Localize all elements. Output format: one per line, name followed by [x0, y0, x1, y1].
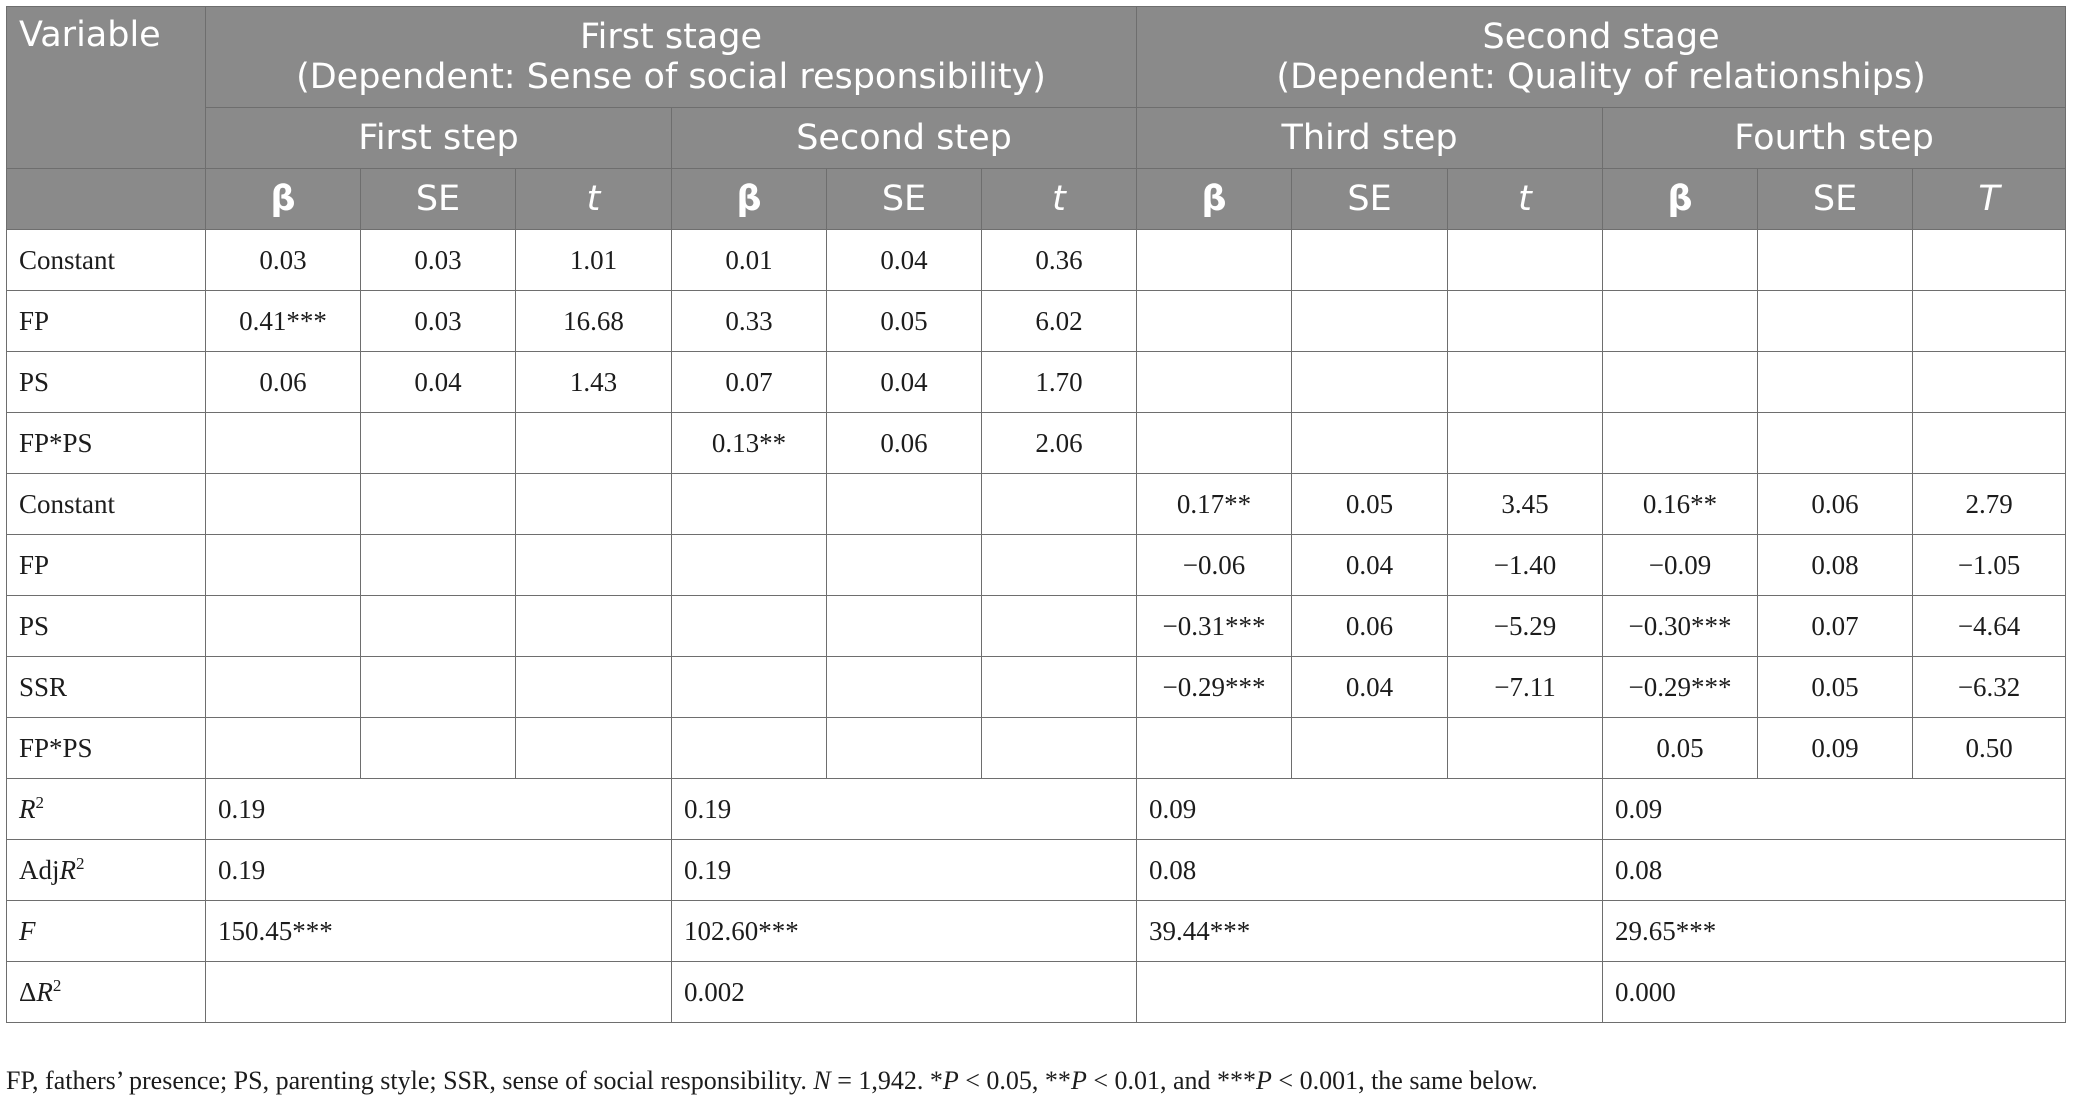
footnote-p-symbol: P: [1070, 1066, 1087, 1095]
se-header: SE: [827, 169, 982, 230]
first-stage-title: First stage: [580, 17, 762, 57]
header-row-coefficients: [7, 169, 2066, 230]
table-cell: [516, 718, 672, 779]
table-cell: [1448, 413, 1603, 474]
table-cell: [516, 413, 672, 474]
table-cell: [1448, 718, 1603, 779]
table-cell: [1292, 718, 1448, 779]
stat-label: [7, 901, 206, 962]
header-row-steps: [7, 108, 2066, 169]
table-cell: −4.64: [1913, 596, 2066, 657]
table-row: [7, 657, 2066, 718]
row-label: SSR: [7, 657, 206, 718]
table-row: [7, 230, 2066, 291]
table-cell: 3.45: [1448, 474, 1603, 535]
table-cell: −1.40: [1448, 535, 1603, 596]
table-cell: [206, 535, 361, 596]
stat-label-superscript: 2: [52, 975, 62, 995]
se-header: SE: [361, 169, 516, 230]
stat-value: 0.09: [1603, 779, 2066, 840]
t-header: T: [1913, 169, 2066, 230]
table-cell: [982, 535, 1137, 596]
table-cell: −0.09: [1603, 535, 1758, 596]
table-row: [7, 352, 2066, 413]
table-cell: [1603, 230, 1758, 291]
stat-value: [1137, 962, 1603, 1023]
step-header: Third step: [1137, 108, 1603, 169]
table-cell: 0.07: [1758, 596, 1913, 657]
table-cell: [1758, 413, 1913, 474]
table-cell: 0.16**: [1603, 474, 1758, 535]
table-cell: [361, 657, 516, 718]
table-cell: −6.32: [1913, 657, 2066, 718]
table-cell: [1137, 291, 1292, 352]
table-cell: 0.05: [1603, 718, 1758, 779]
table-cell: 0.03: [361, 230, 516, 291]
table-cell: 0.04: [1292, 657, 1448, 718]
table-cell: [1758, 230, 1913, 291]
stat-label-symbol: R: [36, 976, 53, 1007]
stat-value: 0.002: [672, 962, 1137, 1023]
table-cell: [1292, 352, 1448, 413]
table-cell: 0.03: [206, 230, 361, 291]
table-cell: 0.06: [1758, 474, 1913, 535]
table-cell: [1292, 413, 1448, 474]
stat-label-prefix: Δ: [19, 976, 37, 1007]
variable-header: Variable: [7, 7, 206, 169]
row-label: FP*PS: [7, 413, 206, 474]
table-cell: −0.29***: [1137, 657, 1292, 718]
table-cell: [361, 718, 516, 779]
header-row-stages: [7, 7, 2066, 108]
stat-row-adjr2: [7, 840, 2066, 901]
stat-label-superscript: 2: [76, 853, 85, 873]
table-cell: 1.43: [516, 352, 672, 413]
t-header: t: [1448, 169, 1603, 230]
table-row: [7, 535, 2066, 596]
table-cell: [516, 474, 672, 535]
table-cell: 0.06: [1292, 596, 1448, 657]
stat-value: 0.000: [1603, 962, 2066, 1023]
stat-value: [206, 962, 672, 1023]
stat-value: 102.60***: [672, 901, 1137, 962]
table-cell: 0.33: [672, 291, 827, 352]
row-label: Constant: [7, 474, 206, 535]
step-header: Second step: [672, 108, 1137, 169]
stat-label-symbol: R: [19, 793, 36, 824]
table-cell: [206, 718, 361, 779]
stat-label-superscript: 2: [35, 792, 44, 812]
stat-value: 150.45***: [206, 901, 672, 962]
table-cell: −0.06: [1137, 535, 1292, 596]
stat-value: 0.09: [1137, 779, 1603, 840]
table-cell: 0.04: [361, 352, 516, 413]
stat-value: 0.19: [672, 779, 1137, 840]
beta-header: β: [672, 169, 827, 230]
regression-table-container: [6, 6, 2065, 1023]
table-cell: −0.29***: [1603, 657, 1758, 718]
second-stage-title: Second stage: [1482, 17, 1720, 57]
stat-value: 39.44***: [1137, 901, 1603, 962]
stat-value: 29.65***: [1603, 901, 2066, 962]
table-cell: [516, 596, 672, 657]
table-cell: [672, 596, 827, 657]
table-cell: [982, 657, 1137, 718]
se-header: SE: [1292, 169, 1448, 230]
stat-label: [7, 779, 206, 840]
table-cell: [516, 657, 672, 718]
table-cell: [361, 596, 516, 657]
table-cell: 0.05: [1292, 474, 1448, 535]
table-cell: [1137, 718, 1292, 779]
table-cell: 0.06: [827, 413, 982, 474]
table-cell: 0.04: [1292, 535, 1448, 596]
table-cell: [1758, 352, 1913, 413]
table-cell: [1448, 352, 1603, 413]
row-label: PS: [7, 352, 206, 413]
table-cell: [827, 596, 982, 657]
table-cell: [206, 413, 361, 474]
table-cell: 2.06: [982, 413, 1137, 474]
table-cell: 0.05: [827, 291, 982, 352]
stat-row-delta-r2: [7, 962, 2066, 1023]
table-cell: [1913, 413, 2066, 474]
table-row: [7, 596, 2066, 657]
table-cell: [1603, 291, 1758, 352]
table-cell: [361, 535, 516, 596]
stat-label: [7, 840, 206, 901]
stat-value: 0.08: [1137, 840, 1603, 901]
row-label: FP: [7, 535, 206, 596]
table-cell: [672, 474, 827, 535]
table-cell: −0.30***: [1603, 596, 1758, 657]
se-header: SE: [1758, 169, 1913, 230]
table-cell: 0.41***: [206, 291, 361, 352]
table-cell: 0.08: [1758, 535, 1913, 596]
stat-value: 0.08: [1603, 840, 2066, 901]
stat-value: 0.19: [206, 840, 672, 901]
table-cell: [1137, 230, 1292, 291]
stat-label-symbol: F: [19, 915, 36, 946]
table-cell: 0.01: [672, 230, 827, 291]
table-cell: −5.29: [1448, 596, 1603, 657]
table-cell: [206, 657, 361, 718]
stat-value: 0.19: [206, 779, 672, 840]
table-cell: 1.01: [516, 230, 672, 291]
beta-header: β: [1137, 169, 1292, 230]
beta-header: β: [206, 169, 361, 230]
table-cell: [1292, 291, 1448, 352]
table-cell: 0.04: [827, 352, 982, 413]
table-cell: −0.31***: [1137, 596, 1292, 657]
table-cell: [206, 596, 361, 657]
footnote-text: FP, fathers’ presence; PS, parenting style; SSR, sense of social responsibility.: [6, 1066, 814, 1095]
table-cell: [827, 535, 982, 596]
table-cell: 1.70: [982, 352, 1137, 413]
table-cell: [1292, 230, 1448, 291]
footnote-text: < 0.01, and ***: [1086, 1066, 1257, 1095]
table-cell: [1913, 352, 2066, 413]
footnote-n-symbol: N: [813, 1066, 831, 1095]
footnote-p-symbol: P: [942, 1066, 959, 1095]
stat-label-symbol: R: [59, 854, 76, 885]
table-cell: 0.13**: [672, 413, 827, 474]
table-cell: 16.68: [516, 291, 672, 352]
regression-table: [6, 6, 2066, 1023]
table-cell: [206, 474, 361, 535]
footnote-text: = 1,942. *: [830, 1066, 943, 1095]
table-row: [7, 413, 2066, 474]
table-cell: [982, 474, 1137, 535]
table-footnote: [6, 1066, 1538, 1096]
row-label: FP*PS: [7, 718, 206, 779]
second-stage-header: [1137, 7, 2066, 108]
first-stage-dependent: (Dependent: Sense of social responsibility): [296, 57, 1046, 97]
table-cell: [1448, 230, 1603, 291]
table-cell: 2.79: [1913, 474, 2066, 535]
table-row: [7, 474, 2066, 535]
stat-label: [7, 962, 206, 1023]
stat-row-r2: [7, 779, 2066, 840]
second-stage-dependent: (Dependent: Quality of relationships): [1276, 57, 1926, 97]
table-row: [7, 718, 2066, 779]
footnote-text: < 0.05, **: [958, 1066, 1071, 1095]
footnote-p-symbol: P: [1256, 1066, 1272, 1095]
table-cell: 0.04: [827, 230, 982, 291]
table-cell: [1603, 413, 1758, 474]
table-cell: [672, 718, 827, 779]
footnote-text: < 0.001, the same below.: [1271, 1066, 1538, 1095]
table-cell: 0.36: [982, 230, 1137, 291]
table-cell: −1.05: [1913, 535, 2066, 596]
table-cell: [982, 596, 1137, 657]
table-cell: −7.11: [1448, 657, 1603, 718]
table-cell: [1137, 352, 1292, 413]
stat-value: 0.19: [672, 840, 1137, 901]
table-cell: [1913, 291, 2066, 352]
table-body: [7, 230, 2066, 1023]
table-cell: [1603, 352, 1758, 413]
table-cell: 0.07: [672, 352, 827, 413]
table-cell: 6.02: [982, 291, 1137, 352]
table-cell: 0.03: [361, 291, 516, 352]
stat-row-f: [7, 901, 2066, 962]
table-cell: [361, 413, 516, 474]
row-label: PS: [7, 596, 206, 657]
table-cell: [827, 657, 982, 718]
table-cell: [1913, 230, 2066, 291]
table-cell: [982, 718, 1137, 779]
table-cell: 0.06: [206, 352, 361, 413]
table-cell: [827, 718, 982, 779]
stat-label-prefix: Adj: [19, 854, 60, 885]
empty-header-cell: [7, 169, 206, 230]
table-cell: [1448, 291, 1603, 352]
t-header: t: [516, 169, 672, 230]
table-cell: 0.17**: [1137, 474, 1292, 535]
table-cell: [361, 474, 516, 535]
beta-header: β: [1603, 169, 1758, 230]
t-header: t: [982, 169, 1137, 230]
row-label: Constant: [7, 230, 206, 291]
row-label: FP: [7, 291, 206, 352]
step-header: Fourth step: [1603, 108, 2066, 169]
table-cell: 0.09: [1758, 718, 1913, 779]
step-header: First step: [206, 108, 672, 169]
first-stage-header: [206, 7, 1137, 108]
table-cell: 0.05: [1758, 657, 1913, 718]
table-cell: [827, 474, 982, 535]
table-cell: 0.50: [1913, 718, 2066, 779]
table-cell: [1758, 291, 1913, 352]
table-cell: [672, 535, 827, 596]
table-cell: [1137, 413, 1292, 474]
table-cell: [516, 535, 672, 596]
table-row: [7, 291, 2066, 352]
table-cell: [672, 657, 827, 718]
